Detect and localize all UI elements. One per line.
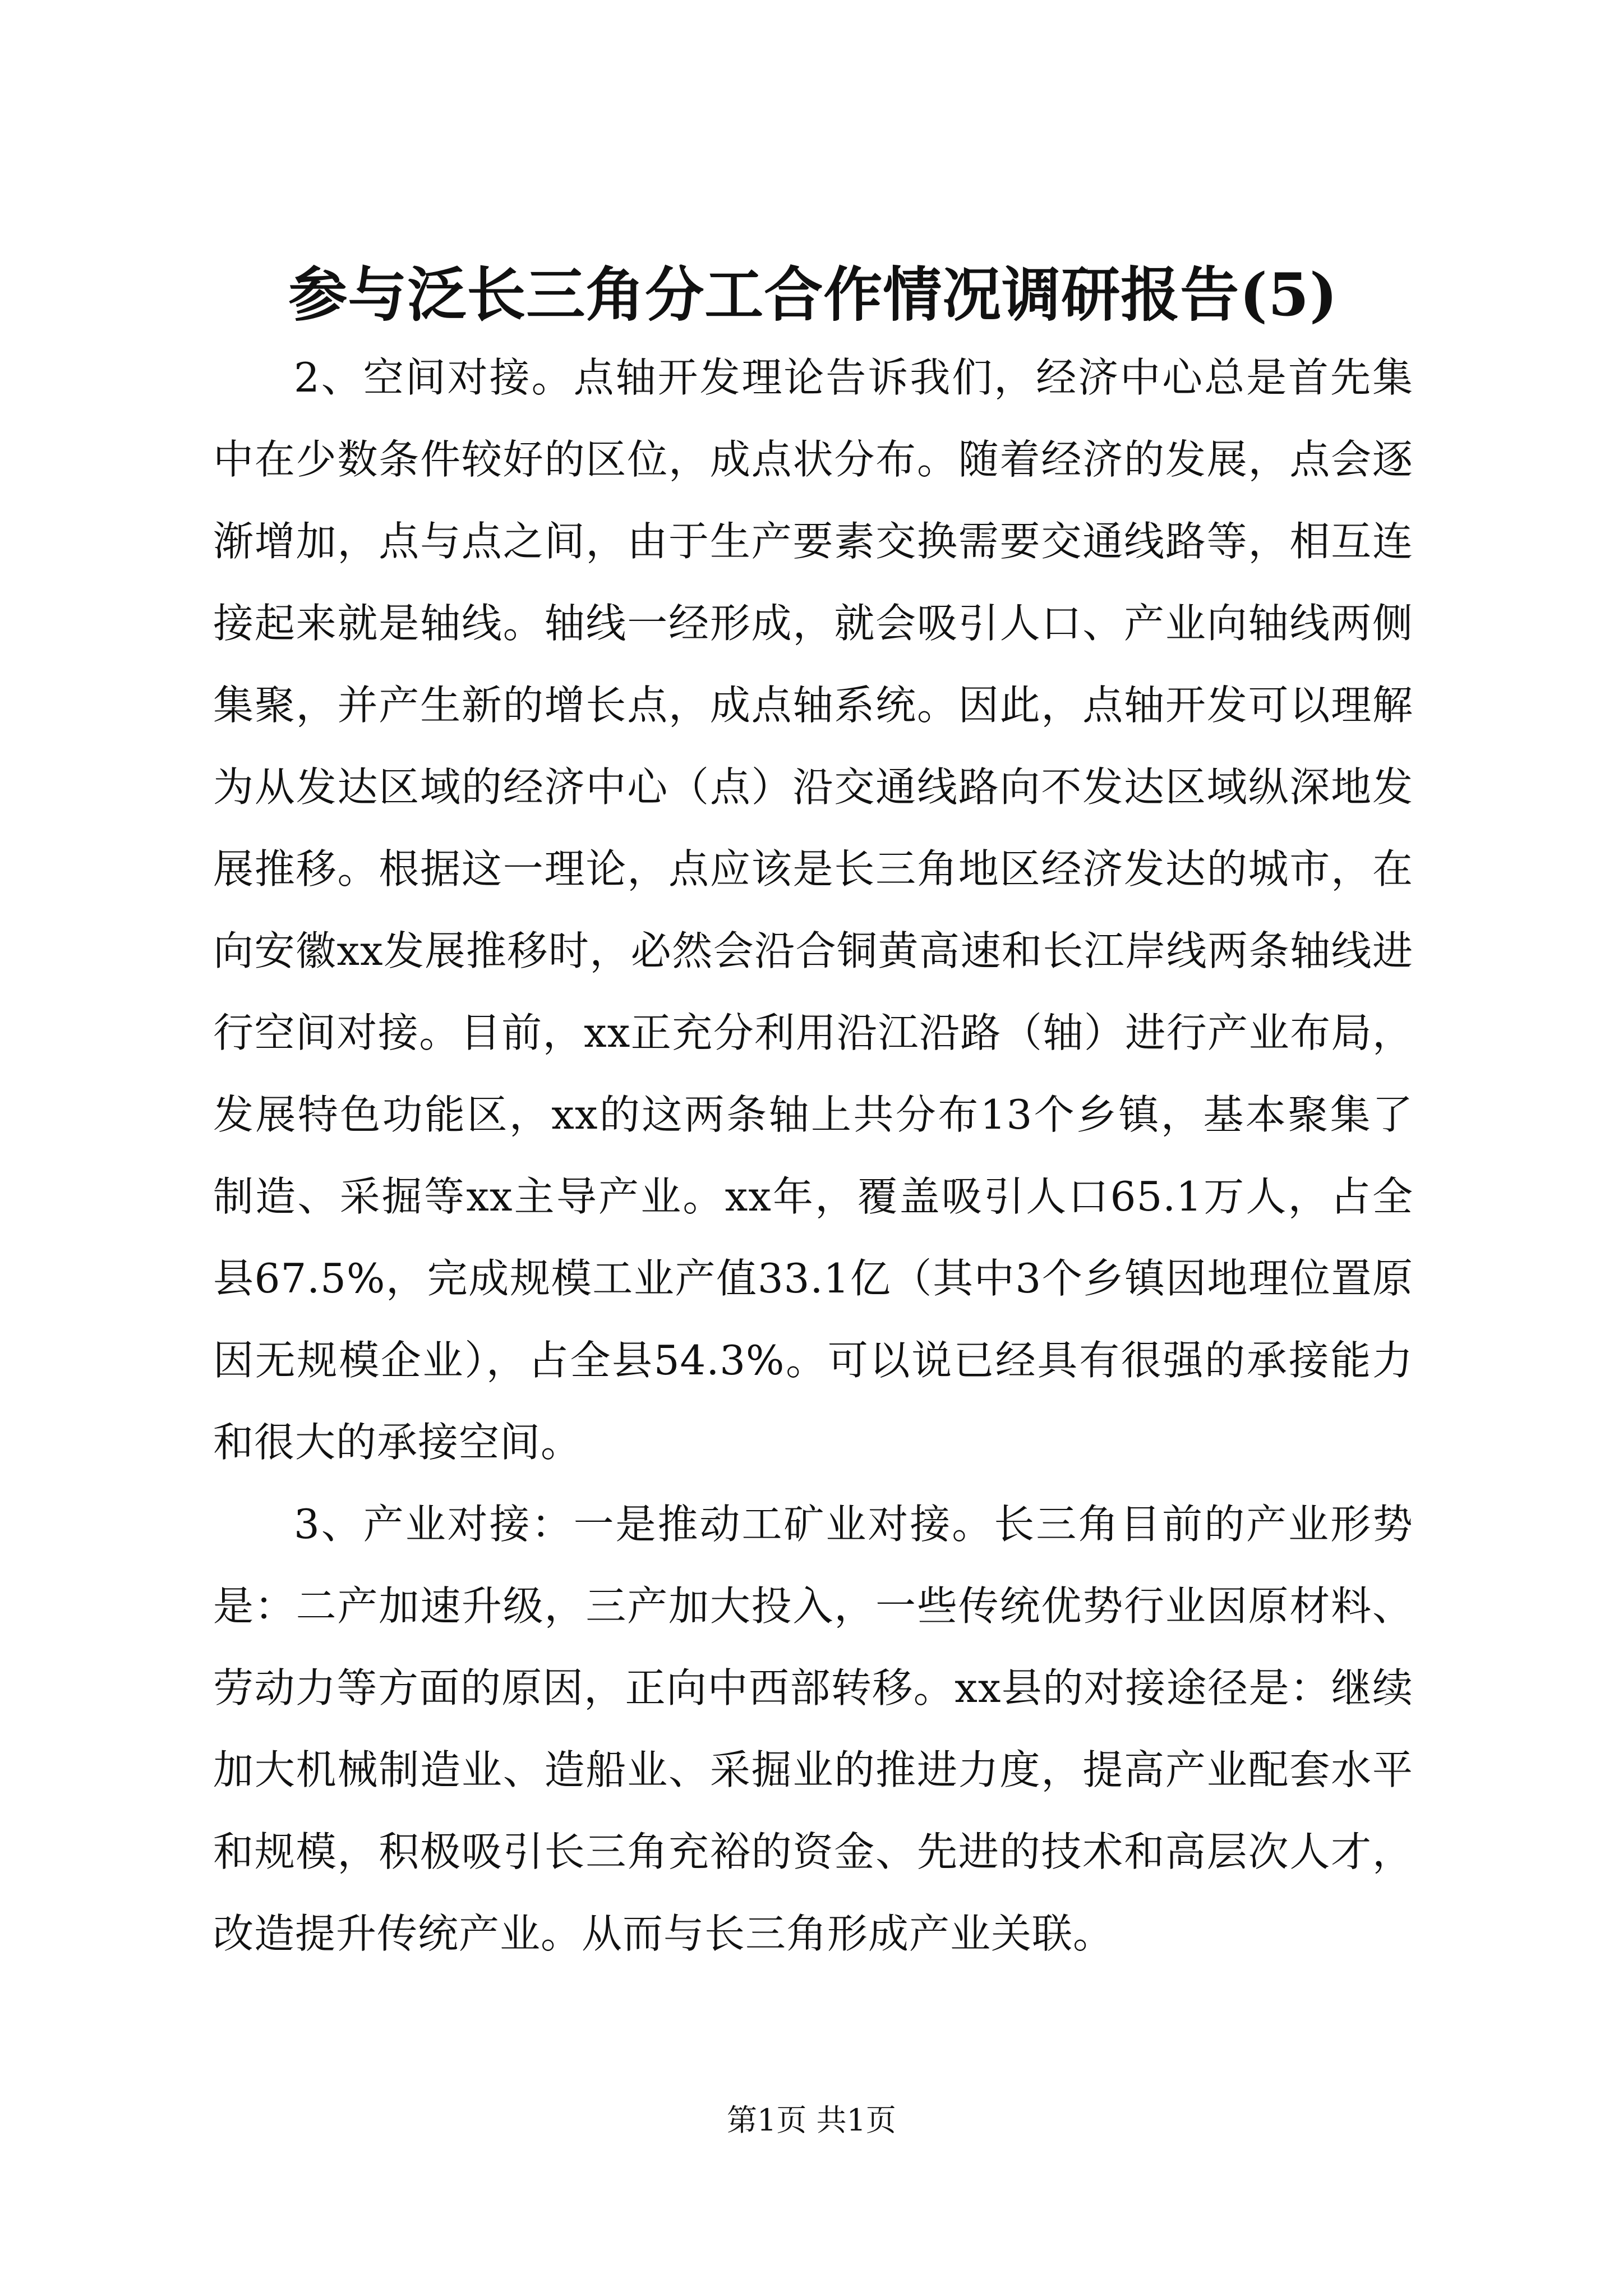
paragraph-spatial-docking: 2、空间对接。点轴开发理论告诉我们，经济中心总是首先集中在少数条件较好的区位，成点状分布。随着经济的发展，点会逐渐增加，点与点之间，由于生产要素交换需要交通线路等，相互连接起来就是轴线。轴线一经形成，就会吸引人口、产业向轴线两侧集聚，并产生新的增长点，成点轴系统。因此，点轴开发可以理解为从发达区域的经济中心（点）沿交通线路向不发达区域纵深地发展推移。根据这一理论，点应该是长三角地区经济发达的城市，在向安徽xx发展推移时，必然会沿合铜黄高速和长江岸线两条轴线进行空间对接。目前，xx正充分利用沿江沿路（轴）进行产业布局，发展特色功能区，xx的这两条轴上共分布13个乡镇，基本聚集了制造、采掘等xx主导产业。xx年，覆盖吸引人口65.1万人，占全县67.5%，完成规模工业产值33.1亿（其中3个乡镇因地理位置原因无规模企业），占全县54.3%。可以说已经具有很强的承接能力和很大的承接空间。 (213, 354, 1413, 1466)
document-body (213, 337, 1413, 1975)
page-footer: 第1页 共1页 (727, 2102, 896, 2138)
paragraph-industry-docking: 3、产业对接：一是推动工矿业对接。长三角目前的产业形势是：二产加速升级，三产加大投入，一些传统优势行业因原材料、劳动力等方面的原因，正向中西部转移。xx县的对接途径是：继续加大机械制造业、造船业、采掘业的推进力度，提高产业配套水平和规模，积极吸引长三角充裕的资金、先进的技术和高层次人才，改造提升传统产业。从而与长三角形成产业关联。 (213, 1501, 1413, 1957)
document-title: 参与泛长三角分工合作情况调研报告(5) (288, 260, 1338, 329)
